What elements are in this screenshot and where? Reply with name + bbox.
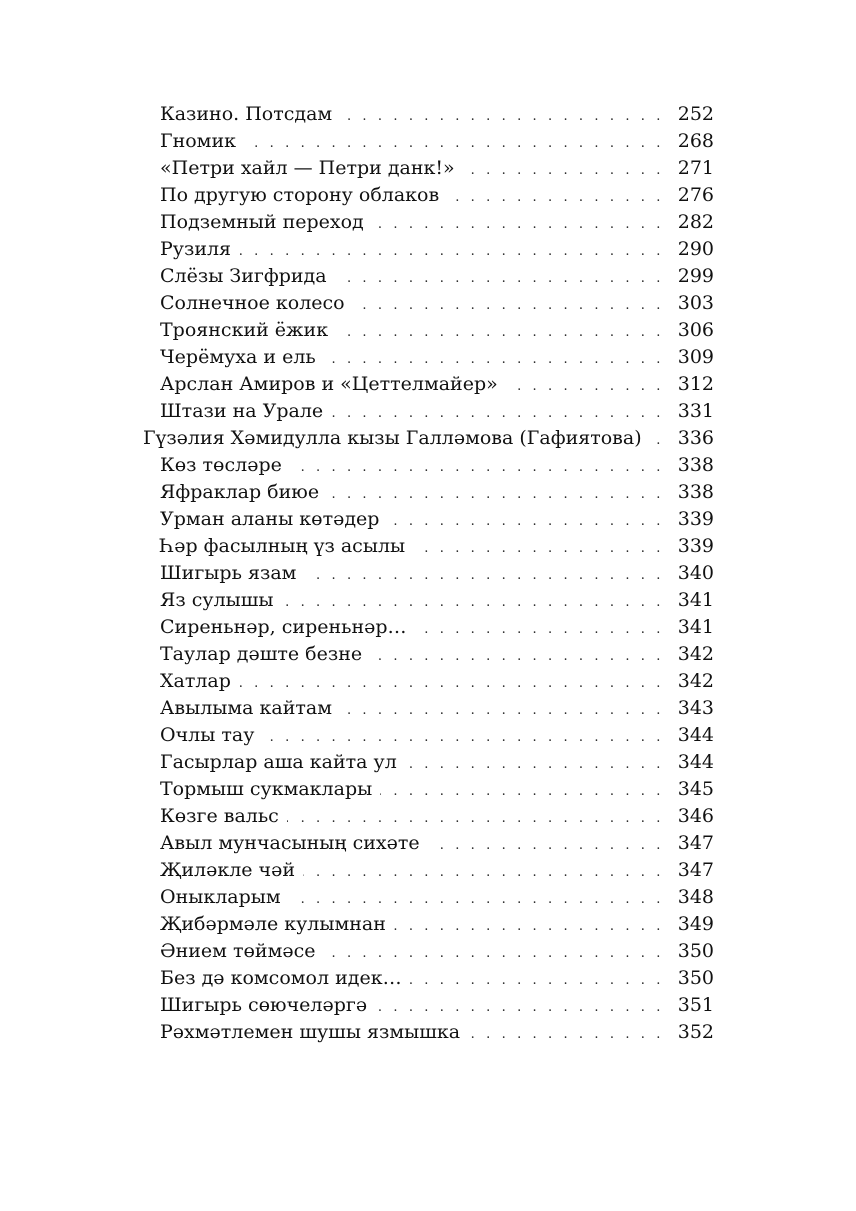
toc-entry — [0, 506, 856, 533]
toc-entry-page-number: 341 — [677, 616, 714, 638]
toc-entry — [0, 344, 856, 371]
toc-entry — [0, 641, 856, 668]
dot-leader — [394, 913, 664, 940]
toc-entry — [0, 398, 856, 425]
dot-leader — [335, 265, 664, 292]
toc-entry-title: Троянский ёжик — [160, 319, 329, 341]
toc-entry-title: Слёзы Зигфрида — [160, 265, 327, 287]
toc-entry-title: Яфраклар биюе — [160, 481, 320, 503]
dot-leader — [468, 1021, 664, 1048]
toc-entry-title: Хатлар — [160, 670, 231, 692]
toc-entry-page-number: 347 — [677, 832, 714, 854]
dot-leader — [340, 697, 664, 724]
dot-leader — [324, 940, 665, 967]
toc-entry-title: Шигырь язам — [160, 562, 297, 584]
toc-entry — [0, 614, 856, 641]
toc-entry — [0, 182, 856, 209]
dot-leader — [287, 805, 664, 832]
dot-leader — [244, 130, 664, 157]
toc-entry-title: Гномик — [160, 130, 236, 152]
toc-entry — [0, 128, 856, 155]
toc-entry-title: Урман аланы көтәдер — [160, 508, 380, 530]
toc-entry-page-number: 342 — [677, 670, 714, 692]
dot-leader — [336, 319, 664, 346]
toc-entry-title: Җиләкле чәй — [160, 859, 296, 881]
dot-leader — [289, 886, 664, 913]
toc-entry-page-number: 303 — [677, 292, 714, 314]
toc-entry-page-number: 347 — [677, 859, 714, 881]
toc-entry — [0, 884, 856, 911]
dot-leader — [463, 157, 664, 184]
toc-entry-page-number: 276 — [677, 184, 714, 206]
toc-entry — [0, 479, 856, 506]
dot-leader — [650, 427, 664, 454]
toc-entry — [0, 101, 856, 128]
toc-entry — [0, 317, 856, 344]
toc-entry-title: Авыл мунчасының сихәте — [160, 832, 420, 854]
toc-entry-title: Рузиля — [160, 238, 232, 260]
toc-entry-title: По другую сторону облаков — [160, 184, 440, 206]
dot-leader — [380, 778, 664, 805]
toc-entry — [0, 938, 856, 965]
toc-entry-page-number: 348 — [677, 886, 714, 908]
dot-leader — [327, 481, 664, 508]
toc-entry — [0, 290, 856, 317]
dot-leader — [303, 859, 664, 886]
toc-entry-page-number: 290 — [677, 238, 714, 260]
dot-leader — [262, 724, 664, 751]
toc-entry-page-number: 350 — [677, 940, 714, 962]
dot-leader — [387, 508, 664, 535]
toc-entry-page-number: 336 — [677, 427, 714, 449]
toc-entry — [0, 803, 856, 830]
toc-author-entry — [0, 425, 856, 452]
toc-entry — [0, 560, 856, 587]
dot-leader — [353, 292, 664, 319]
dot-leader — [282, 589, 664, 616]
toc-entry-title: Авылыма кайтам — [160, 697, 333, 719]
dot-leader — [413, 535, 664, 562]
dot-leader — [506, 373, 664, 400]
toc-entry-page-number: 339 — [677, 508, 714, 530]
dot-leader — [428, 832, 664, 859]
toc-entry — [0, 263, 856, 290]
dot-leader — [331, 400, 664, 427]
toc-entry-title: Һәр фасылның үз асылы — [160, 535, 406, 557]
toc-entry — [0, 371, 856, 398]
toc-entry-title: Көз төсләре — [160, 454, 282, 476]
toc-entry-page-number: 344 — [677, 724, 714, 746]
toc-entry-title: Таулар дәште безне — [160, 643, 363, 665]
dot-leader — [239, 238, 664, 265]
dot-leader — [405, 751, 664, 778]
toc-entry-title: Казино. Потсдам — [160, 103, 333, 125]
toc-entry-page-number: 350 — [677, 967, 714, 989]
toc-entry-page-number: 282 — [677, 211, 714, 233]
dot-leader — [304, 562, 664, 589]
toc-entry-page-number: 312 — [677, 373, 714, 395]
toc-entry — [0, 452, 856, 479]
toc-entry-title: Гасырлар аша кайта ул — [160, 751, 397, 773]
toc-entry-page-number: 306 — [677, 319, 714, 341]
toc-entry-title: «Петри хайл — Петри данк!» — [160, 157, 455, 179]
toc-entry-page-number: 341 — [677, 589, 714, 611]
toc-entry-page-number: 268 — [677, 130, 714, 152]
toc-entry-title: Солнечное колесо — [160, 292, 345, 314]
toc-entry-title: Җибәрмәле кулымнан — [160, 913, 386, 935]
dot-leader — [239, 670, 664, 697]
toc-entry-title: Черёмуха и ель — [160, 346, 316, 368]
toc-entry — [0, 533, 856, 560]
toc-entry — [0, 695, 856, 722]
toc-entry-title: Без дә комсомол идек… — [160, 967, 402, 989]
toc-entry-page-number: 343 — [677, 697, 714, 719]
toc-entry-page-number: 349 — [677, 913, 714, 935]
toc-entry-page-number: 340 — [677, 562, 714, 584]
toc-entry-page-number: 346 — [677, 805, 714, 827]
toc-entry — [0, 209, 856, 236]
toc-entry-page-number: 339 — [677, 535, 714, 557]
toc-entry — [0, 722, 856, 749]
dot-leader — [415, 616, 664, 643]
toc-entry — [0, 236, 856, 263]
toc-entry-title: Рәхмәтлемен шушы язмышка — [160, 1021, 461, 1043]
toc-entry-title: Көзге вальс — [160, 805, 279, 827]
toc-entry — [0, 155, 856, 182]
toc-entry-title: Штази на Урале — [160, 400, 324, 422]
toc-entry-title: Яз сулышы — [160, 589, 274, 611]
toc-entry-page-number: 338 — [677, 481, 714, 503]
dot-leader — [340, 103, 664, 130]
toc-entry-page-number: 338 — [677, 454, 714, 476]
toc-entry — [0, 668, 856, 695]
toc-entry-title: Сиреньнәр, сиреньнәр… — [160, 616, 407, 638]
toc-entry-title: Гүзәлия Хәмидулла кызы Галләмова (Гафиятова) — [143, 427, 642, 449]
toc-entry-title: Оныкларым — [160, 886, 281, 908]
toc-entry-page-number: 344 — [677, 751, 714, 773]
toc-entry — [0, 992, 856, 1019]
toc-entry-page-number: 331 — [677, 400, 714, 422]
toc-entry-title: Подземный переход — [160, 211, 364, 233]
toc-entry-page-number: 299 — [677, 265, 714, 287]
dot-leader — [290, 454, 664, 481]
toc-entry — [0, 911, 856, 938]
toc-entry — [0, 776, 856, 803]
toc-entry — [0, 749, 856, 776]
toc-entry-title: Арслан Амиров и «Цеттелмайер» — [160, 373, 498, 395]
toc-entry — [0, 857, 856, 884]
dot-leader — [447, 184, 664, 211]
toc-entry-title: Тормыш сукмаклары — [160, 778, 373, 800]
dot-leader — [375, 994, 664, 1021]
toc-entry — [0, 830, 856, 857]
toc-entry-page-number: 342 — [677, 643, 714, 665]
toc-entry-page-number: 345 — [677, 778, 714, 800]
toc-entry-title: Очлы тау — [160, 724, 255, 746]
toc-entry-page-number: 309 — [677, 346, 714, 368]
toc-entry-page-number: 351 — [677, 994, 714, 1016]
toc-entry-title: Әнием төймәсе — [160, 940, 316, 962]
table-of-contents — [0, 101, 856, 1046]
toc-entry-page-number: 252 — [677, 103, 714, 125]
toc-entry-title: Шигырь сөючеләргә — [160, 994, 368, 1016]
dot-leader — [410, 967, 664, 994]
dot-leader — [370, 643, 664, 670]
toc-entry-page-number: 271 — [677, 157, 714, 179]
dot-leader — [372, 211, 664, 238]
dot-leader — [324, 346, 664, 373]
toc-entry — [0, 1019, 856, 1046]
toc-entry-page-number: 352 — [677, 1021, 714, 1043]
toc-entry — [0, 587, 856, 614]
toc-entry — [0, 965, 856, 992]
